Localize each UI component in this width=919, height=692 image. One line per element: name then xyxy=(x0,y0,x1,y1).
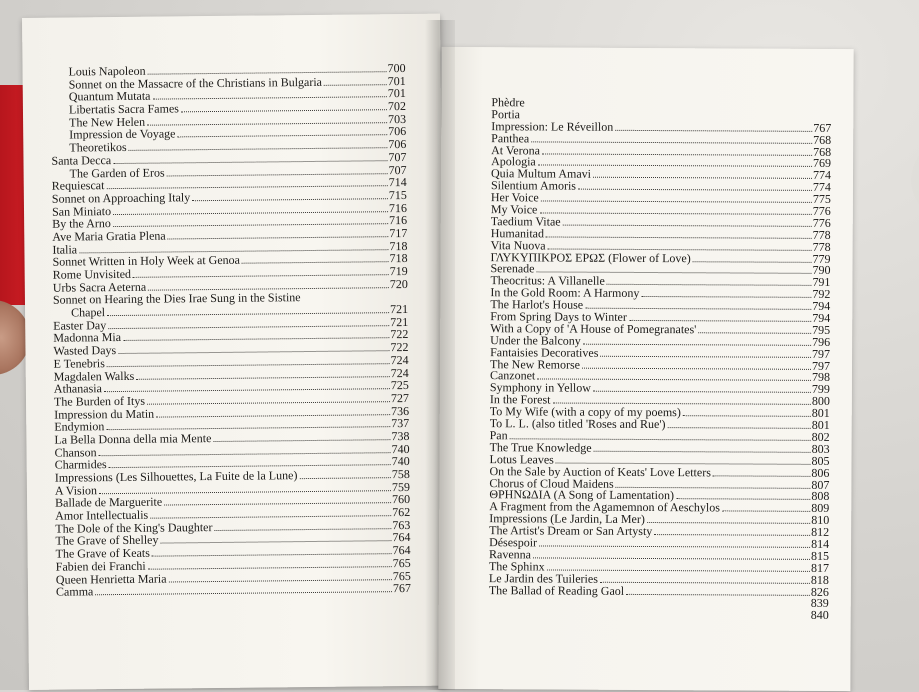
toc-leader-dots xyxy=(169,579,392,582)
toc-leader-dots xyxy=(600,355,811,357)
toc-entry-page: 798 xyxy=(811,370,830,385)
toc-entry-page: 724 xyxy=(390,352,409,367)
toc-entry-title: Sonnet on the Massacre of the Christians in Bulgaria xyxy=(68,74,323,92)
toc-entry-page: 759 xyxy=(391,479,411,494)
toc-leader-dots xyxy=(299,477,390,479)
toc-entry-title: E Tenebris xyxy=(53,355,105,371)
toc-leader-dots xyxy=(698,332,811,334)
toc-leader-dots xyxy=(693,261,812,263)
toc-leader-dots xyxy=(713,475,811,477)
toc-entry-title: Theoretikos xyxy=(69,140,127,155)
toc-entry-title: ΘΡΗΝΩΔΙΑ (A Song of Lamentation) xyxy=(489,487,674,503)
toc-entry-page: 765 xyxy=(392,568,411,583)
toc-leader-dots xyxy=(214,528,391,531)
toc-leader-dots xyxy=(156,414,390,417)
toc-leader-dots xyxy=(593,391,811,393)
toc-entry-page: 801 xyxy=(811,417,830,433)
toc-entry-page: 727 xyxy=(390,390,410,406)
toc-entry-page: 806 xyxy=(811,465,830,480)
toc-entry-title: To My Wife (with a copy of my poems) xyxy=(489,404,681,420)
toc-entry-page: 794 xyxy=(812,310,831,325)
toc-entry-title: ΓΛΥΚΥΠΙΚΡΟΣ ΕΡΩΣ (Flower of Love) xyxy=(490,249,691,265)
toc-entry-title: Humanitad xyxy=(490,225,545,241)
toc-entry-title: Quantum Mutata xyxy=(68,89,151,104)
toc-entry-title: Apologia xyxy=(491,154,536,169)
toc-leader-dots xyxy=(531,141,812,143)
toc-entry-page: 725 xyxy=(390,378,409,393)
toc-entry-title: On the Sale by Auction of Keats' Love Letters xyxy=(489,463,711,479)
toc-entry-title: The Grave of Shelley xyxy=(55,533,159,549)
toc-entry-page: 760 xyxy=(391,492,411,507)
toc-entry-title: Endymion xyxy=(54,419,105,434)
toc-entry-page: 801 xyxy=(811,406,830,421)
toc-leader-dots xyxy=(153,97,387,100)
toc-entry-page: 738 xyxy=(391,428,410,444)
toc-entry-page: 714 xyxy=(388,175,407,190)
toc-entry-page: 791 xyxy=(812,275,831,290)
toc-entry-page: 768 xyxy=(813,144,832,159)
toc-entry-page: 774 xyxy=(812,180,831,195)
toc-entry-title: Lotus Leaves xyxy=(489,451,554,467)
toc-entry-title: To L. L. (also titled 'Roses and Rue') xyxy=(489,416,666,432)
toc-leader-dots xyxy=(533,557,810,559)
toc-entry-page: 778 xyxy=(812,239,831,254)
toc-leader-dots xyxy=(546,236,812,238)
right-toc-list xyxy=(489,97,832,622)
toc-leader-dots xyxy=(563,224,812,226)
toc-entry-title: From Spring Days to Winter xyxy=(490,309,627,324)
toc-leader-dots xyxy=(324,84,387,86)
toc-entry xyxy=(491,180,831,194)
toc-entry-title: Sonnet on Hearing the Dies Irae Sung in the Sistine xyxy=(52,290,301,308)
toc-entry-page: 762 xyxy=(392,505,411,520)
toc-entry-title: Wasted Days xyxy=(53,343,117,358)
toc-entry-title: Athanasia xyxy=(53,381,102,396)
toc-entry-title: Désespoir xyxy=(489,535,538,550)
toc-entry xyxy=(489,356,831,373)
toc-entry-title: A Vision xyxy=(54,482,98,498)
toc-leader-dots xyxy=(95,591,392,595)
toc-leader-dots xyxy=(539,212,811,214)
toc-entry-title: Phèdre xyxy=(491,95,525,110)
toc-entry-page: 718 xyxy=(389,251,408,266)
toc-entry-page: 818 xyxy=(810,572,829,587)
toc-entry-page: 721 xyxy=(390,314,409,329)
toc-entry-title: Serenade xyxy=(490,261,535,276)
toc-entry-page: 764 xyxy=(392,530,411,545)
toc-entry-title: Magdalen Walks xyxy=(53,368,135,384)
toc-entry-title: Madonna Mia xyxy=(53,330,122,346)
toc-entry-page: 717 xyxy=(389,225,408,241)
toc-entry-page: 701 xyxy=(387,86,406,101)
toc-entry-page: 800 xyxy=(811,394,830,409)
toc-entry-title: Symphony in Yellow xyxy=(489,380,591,396)
toc-entry-title: Urbs Sacra Aeterna xyxy=(52,279,147,295)
toc-leader-dots xyxy=(578,189,812,191)
toc-leader-dots xyxy=(626,593,810,595)
toc-entry-title: Camma xyxy=(55,584,94,599)
toc-entry-title: Ave Maria Gratia Plena xyxy=(52,228,166,244)
toc-leader-dots xyxy=(647,522,810,524)
toc-leader-dots xyxy=(242,261,389,264)
toc-entry-page: 776 xyxy=(812,203,831,218)
toc-entry-title: The New Remorse xyxy=(489,356,581,372)
toc-entry-title: Impression de Voyage xyxy=(69,126,176,142)
toc-entry-title: Pan xyxy=(489,428,508,443)
toc-entry-title: By the Arno xyxy=(52,216,111,231)
toc-leader-dots xyxy=(167,173,388,176)
toc-entry-page: 814 xyxy=(811,536,830,551)
toc-entry-title: The Sphinx xyxy=(488,558,545,574)
toc-entry-title: Impression: Le Réveillon xyxy=(491,118,614,134)
toc-entry-page: 720 xyxy=(389,276,408,291)
toc-entry-page: 715 xyxy=(388,187,407,203)
toc-entry-page: 794 xyxy=(812,299,831,314)
toc-entry-title: Le Jardin des Tuileries xyxy=(488,570,598,586)
toc-entry-title: Sonnet Written in Holy Week at Genoa xyxy=(52,253,241,270)
toc-entry-title: Ballade de Marguerite xyxy=(55,494,163,511)
toc-leader-dots xyxy=(147,401,390,405)
toc-entry-title: Louis Napoleon xyxy=(68,63,146,79)
toc-entry-title: San Miniato xyxy=(51,203,112,219)
toc-entry-page: 703 xyxy=(388,111,407,126)
toc-entry xyxy=(490,418,830,432)
toc-entry-page: 718 xyxy=(389,238,408,253)
toc-entry xyxy=(489,525,829,539)
toc-entry-page: 767 xyxy=(392,581,412,596)
toc-leader-dots xyxy=(150,515,391,519)
toc-entry-page: 765 xyxy=(392,555,411,570)
toc-entry-page: 815 xyxy=(810,548,830,563)
toc-entry-title: Impressions (Le Jardin, La Mer) xyxy=(489,511,645,527)
toc-leader-dots xyxy=(654,534,810,536)
toc-leader-dots xyxy=(667,427,810,429)
toc-leader-dots xyxy=(593,177,812,179)
toc-entry-page: 826 xyxy=(810,584,829,599)
toc-entry-page: 792 xyxy=(812,287,831,302)
toc-entry-page: 701 xyxy=(387,73,406,88)
toc-entry-title: Sonnet on Approaching Italy xyxy=(51,190,191,206)
right-page xyxy=(438,47,853,691)
toc-leader-dots xyxy=(213,439,390,442)
toc-entry-title: Quia Multum Amavi xyxy=(490,166,592,182)
toc-entry-page: 797 xyxy=(811,358,831,373)
toc-entry xyxy=(490,249,831,266)
toc-entry-page: 736 xyxy=(391,403,410,418)
toc-entry-title: The True Knowledge xyxy=(489,440,592,455)
toc-leader-dots xyxy=(192,198,388,201)
toc-entry-page: 799 xyxy=(811,382,830,397)
toc-leader-dots xyxy=(527,106,831,108)
toc-entry-page: 740 xyxy=(391,441,410,456)
toc-leader-dots xyxy=(641,296,811,298)
toc-entry-page: 807 xyxy=(811,477,830,492)
toc-entry-page: 778 xyxy=(812,227,831,242)
toc-entry-title: Theocritus: A Villanelle xyxy=(490,273,605,289)
toc-entry-page: 796 xyxy=(812,334,831,349)
left-page xyxy=(22,14,447,690)
book-spine xyxy=(425,20,455,690)
toc-entry-page: 768 xyxy=(813,132,832,147)
toc-entry-page: 721 xyxy=(389,302,409,317)
toc-leader-dots xyxy=(615,130,812,132)
toc-entry-title: The New Helen xyxy=(69,114,146,130)
toc-entry xyxy=(491,118,832,135)
toc-entry-page: 776 xyxy=(812,215,831,230)
toc-entry-title: Charmides xyxy=(54,457,107,472)
toc-entry-title: The Burden of Itys xyxy=(53,393,146,409)
toc-entry-title: Taedium Vitae xyxy=(490,214,561,229)
toc-entry-title: Panthea xyxy=(491,130,530,146)
toc-entry-title: With a Copy of 'A House of Pomegranates' xyxy=(490,321,697,337)
toc-entry-title: A Fragment from the Agamemnon of Aeschylos xyxy=(489,499,720,515)
toc-entry-page: 809 xyxy=(811,501,830,516)
toc-entry-title: Ravenna xyxy=(488,547,532,562)
toc-entry-title: The Dole of the King's Daughter xyxy=(55,519,213,536)
toc-entry-title: Fabien dei Franchi xyxy=(55,558,146,574)
toc-entry-page: 767 xyxy=(813,120,832,135)
toc-entry-page: 740 xyxy=(391,454,410,469)
toc-entry-page: 769 xyxy=(813,156,832,171)
toc-entry xyxy=(489,608,829,622)
toc-leader-dots xyxy=(152,553,392,557)
toc-entry-title: Under the Balcony xyxy=(490,332,581,348)
toc-entry xyxy=(488,582,829,599)
toc-entry-page: 719 xyxy=(389,263,408,279)
toc-entry-page: 802 xyxy=(811,429,830,444)
toc-entry-title: Italia xyxy=(52,242,78,257)
toc-entry-title: La Bella Donna della mia Mente xyxy=(54,430,212,447)
toc-entry-title: Chorus of Cloud Maidens xyxy=(489,475,614,491)
toc-leader-dots xyxy=(491,606,810,608)
toc-leader-dots xyxy=(539,545,810,547)
toc-entry-title: Impressions (Les Silhouettes, La Fuite de la Lune) xyxy=(54,468,298,485)
toc-leader-dots xyxy=(583,343,811,345)
toc-entry-title: The Garden of Eros xyxy=(69,165,165,181)
toc-leader-dots xyxy=(600,581,810,583)
toc-leader-dots xyxy=(683,415,811,417)
toc-entry-title: The Artist's Dream or San Artysty xyxy=(489,523,653,539)
toc-entry-page: 758 xyxy=(391,466,410,482)
toc-leader-dots xyxy=(177,135,387,138)
toc-entry-page: 795 xyxy=(812,322,831,337)
toc-entry-title: Rome Unvisited xyxy=(52,266,132,282)
toc-leader-dots xyxy=(160,541,391,544)
toc-leader-dots xyxy=(164,503,391,506)
toc-entry-page: 724 xyxy=(390,365,409,380)
toc-entry-title: The Ballad of Reading Gaol xyxy=(488,582,625,598)
toc-entry-page: 706 xyxy=(388,137,407,152)
toc-entry-page: 803 xyxy=(811,441,830,456)
toc-entry-title: My Voice xyxy=(490,202,538,217)
toc-entry-title: Silentium Amoris xyxy=(490,178,577,193)
toc-entry-page: 707 xyxy=(388,149,407,164)
toc-entry-title: Impression du Matin xyxy=(54,406,155,422)
toc-entry-page: 790 xyxy=(812,263,831,278)
toc-entry-page: 840 xyxy=(810,608,829,623)
toc-entry-title: Vita Nuova xyxy=(490,237,546,253)
toc-entry-title: Fantaisies Decoratives xyxy=(490,344,599,360)
toc-entry-page: 805 xyxy=(811,453,830,468)
toc-entry-page: 722 xyxy=(390,327,409,342)
toc-entry-title: In the Gold Room: A Harmony xyxy=(490,285,640,301)
toc-entry-page: 774 xyxy=(812,168,832,183)
toc-entry-page: 763 xyxy=(392,517,411,532)
toc-entry-page: 706 xyxy=(388,124,407,139)
toc-entry-page: 716 xyxy=(389,213,408,228)
toc-entry-title: Amor Intellectualis xyxy=(55,507,149,523)
toc-entry-title: Her Voice xyxy=(490,190,539,205)
toc-entry-title: Easter Day xyxy=(53,317,107,333)
toc-leader-dots xyxy=(491,617,810,619)
toc-leader-dots xyxy=(148,71,387,75)
toc-leader-dots xyxy=(582,367,811,369)
toc-entry-page: 707 xyxy=(388,162,407,177)
toc-entry-page: 812 xyxy=(811,524,830,540)
toc-leader-dots xyxy=(541,201,812,203)
toc-entry-page: 764 xyxy=(392,543,411,558)
toc-entry-page: 702 xyxy=(387,99,407,114)
toc-entry-page: 779 xyxy=(812,251,831,266)
left-toc-list xyxy=(51,62,412,599)
toc-leader-dots xyxy=(147,122,387,126)
toc-entry-title: The Harlot's House xyxy=(490,297,584,312)
toc-entry-page: 722 xyxy=(390,340,409,355)
toc-entry-title: Santa Decca xyxy=(51,152,112,168)
toc-leader-dots xyxy=(181,109,387,112)
toc-entry-page: 839 xyxy=(810,596,829,611)
toc-leader-dots xyxy=(594,451,811,453)
toc-entry-title: Chanson xyxy=(54,444,97,460)
toc-entry-page: 700 xyxy=(387,60,406,76)
toc-entry-title: In the Forest xyxy=(489,392,551,407)
toc-entry-title: The Grave of Keats xyxy=(55,545,150,561)
toc-entry-title: Canzonet xyxy=(489,368,536,383)
toc-entry-title: Queen Henrietta Maria xyxy=(55,571,167,587)
toc-entry-page: 797 xyxy=(812,346,831,361)
toc-entry-title: Chapel xyxy=(71,305,106,320)
toc-entry-page: 817 xyxy=(810,560,829,575)
toc-leader-dots xyxy=(722,511,810,512)
toc-entry-title: Requiescat xyxy=(51,178,105,193)
toc-entry-title: Libertatis Sacra Fames xyxy=(68,101,179,117)
toc-entry-page: 810 xyxy=(811,513,830,528)
toc-entry-title: At Verona xyxy=(491,142,540,158)
toc-entry-page: 775 xyxy=(812,191,831,207)
toc-entry-page: 737 xyxy=(391,416,410,431)
toc-entry-title: Portia xyxy=(491,107,521,122)
toc-leader-dots xyxy=(168,236,389,239)
toc-leader-dots xyxy=(542,153,812,155)
toc-leader-dots xyxy=(148,566,392,570)
toc-entry-page: 808 xyxy=(811,489,830,504)
toc-entry-page: 716 xyxy=(388,200,408,215)
